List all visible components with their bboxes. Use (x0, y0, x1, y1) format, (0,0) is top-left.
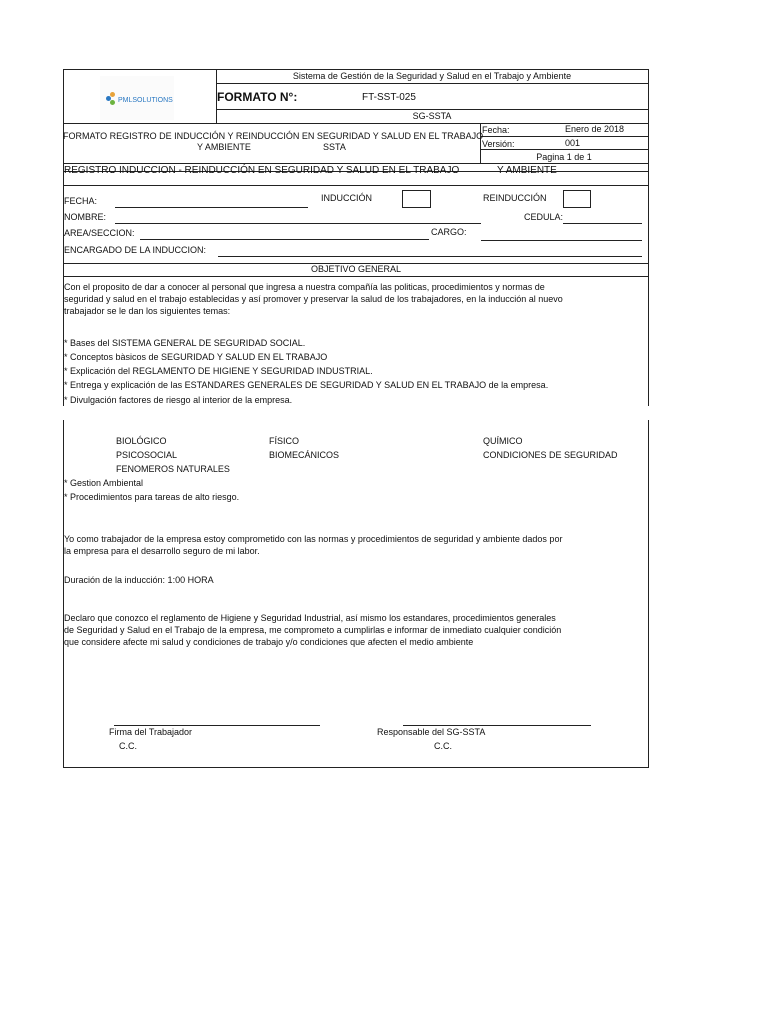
page-gap-right (645, 406, 653, 420)
system-title: Sistema de Gestión de la Seguridad y Salud en el Trabajo y Ambiente (292, 71, 572, 81)
encargado-label: ENCARGADO DE LA INDUCCION: (64, 245, 207, 255)
section-title-a: REGISTRO INDUCCION - REINDUCCIÓN EN SEGURIDAD Y SALUD EN EL TRABAJO (64, 165, 460, 176)
page-gap-left (60, 406, 68, 420)
riesgo-quimico: QUÍMICO (483, 436, 523, 446)
firma-trabajador-line[interactable] (114, 725, 320, 726)
logo-dot (110, 92, 115, 97)
area-label: AREA/SECCION: (64, 228, 135, 238)
fecha-label: Fecha: (482, 125, 510, 135)
cedula-field[interactable] (563, 223, 642, 224)
objetivo-title: OBJETIVO GENERAL (310, 264, 402, 274)
divider (63, 185, 649, 186)
declaro-line: Declaro que conozco el reglamento de Higiene y Seguridad Industrial, así mismo los estandares, procedimientos generales (64, 613, 556, 623)
encargado-field[interactable] (218, 256, 642, 257)
fecha-field[interactable] (115, 207, 308, 208)
duracion-text: Duración de la inducción: 1:00 HORA (64, 575, 214, 585)
version-label: Versión: (482, 139, 515, 149)
header-top-border (63, 69, 649, 70)
reinduccion-checkbox[interactable] (563, 190, 591, 208)
tema-item: * Conceptos bàsicos de SEGURIDAD Y SALUD EN EL TRABAJO (64, 352, 328, 362)
divider (63, 163, 649, 164)
cedula-label: CEDULA: (524, 212, 564, 222)
riesgo-psicosocial: PSICOSOCIAL (116, 450, 178, 460)
nombre-field[interactable] (115, 223, 481, 224)
divider (480, 136, 648, 137)
compromiso-line: la empresa para el desarrollo seguro de mi labor. (64, 546, 260, 556)
objetivo-line: trabajador se le dan los siguientes temas: (64, 306, 231, 316)
fecha-value: Enero de 2018 (565, 124, 625, 134)
area-field[interactable] (140, 239, 429, 240)
tema-item: * Bases del SISTEMA GENERAL DE SEGURIDAD SOCIAL. (64, 338, 306, 348)
reinduccion-label: REINDUCCIÓN (483, 193, 547, 203)
cc-trabajador: C.C. (119, 741, 137, 751)
induccion-checkbox[interactable] (402, 190, 431, 208)
outer-bottom-border (63, 767, 649, 768)
doc-title-line2a: Y AMBIENTE (197, 142, 251, 152)
riesgo-condiciones: CONDICIONES DE SEGURIDAD (483, 450, 618, 460)
version-value: 001 (565, 138, 581, 148)
section-title-b: Y AMBIENTE (497, 165, 557, 176)
riesgo-biomecanicos: BIOMECÁNICOS (269, 450, 340, 460)
tema-item: * Entrega y explicación de las ESTANDARES GENERALES DE SEGURIDAD Y SALUD EN EL TRABAJO de la empresa. (64, 380, 549, 390)
firma-responsable-label: Responsable del SG-SSTA (377, 727, 486, 737)
formato-label: FORMATO N°: (217, 90, 298, 104)
objetivo-line: Con el proposito de dar a conocer al personal que ingresa a nuestra compañía las politicas, procedimientos y normas de (64, 282, 545, 292)
doc-title-line1: FORMATO REGISTRO DE INDUCCIÓN Y REINDUCCIÓN EN SEGURIDAD Y SALUD EN EL TRABAJO (63, 131, 484, 141)
riesgo-fenomenos: FENOMEROS NATURALES (116, 464, 230, 474)
riesgo-biologico: BIOLÓGICO (116, 436, 167, 446)
tema-item: * Procedimientos para tareas de alto riesgo. (64, 492, 240, 502)
company-logo (100, 76, 174, 120)
logo-dot (110, 100, 115, 105)
nombre-label: NOMBRE: (64, 212, 107, 222)
cargo-field[interactable] (481, 240, 642, 241)
cargo-label: CARGO: (431, 227, 467, 237)
tema-item: * Explicación del REGLAMENTO DE HIGIENE Y SEGURIDAD INDUSTRIAL. (64, 366, 373, 376)
formato-code: FT-SST-025 (362, 92, 416, 103)
compromiso-line: Yo como trabajador de la empresa estoy comprometido con las normas y procedimientos de seguridad y ambiente dados por (64, 534, 563, 544)
cc-responsable: C.C. (434, 741, 452, 751)
divider (216, 83, 648, 84)
pagina-label: Pagina 1 de 1 (536, 152, 592, 162)
doc-title-line2b: SSTA (323, 142, 346, 152)
divider (63, 276, 649, 277)
logo-text: PMLSOLUTIONS (118, 97, 173, 104)
firma-trabajador-label: Firma del Trabajador (109, 727, 193, 737)
firma-responsable-line[interactable] (403, 725, 591, 726)
objetivo-line: seguridad y salud en el trabajo establecidas y así promover y preservar la salud de los trabajadores, en la inducción al nuevo (64, 294, 563, 304)
tema-item: * Divulgación factores de riesgo al interior de la empresa. (64, 395, 293, 405)
induccion-label: INDUCCIÓN (321, 193, 372, 203)
tema-item: * Gestion Ambiental (64, 478, 144, 488)
riesgo-fisico: FÍSICO (269, 436, 300, 446)
declaro-line: de Seguridad y Salud en el Trabajo de la empresa, me comprometo a cumplirlas e informar de inmediato cualquier condición (64, 625, 562, 635)
divider (216, 109, 648, 110)
fecha-field-label: FECHA: (64, 196, 98, 206)
sg-ssta-label: SG-SSTA (412, 111, 452, 121)
divider (63, 123, 649, 124)
declaro-line: que considere afecte mi salud y condiciones de trabajo y/o condiciones que afecten el medio ambiente (64, 637, 474, 647)
page-gap (64, 406, 648, 420)
